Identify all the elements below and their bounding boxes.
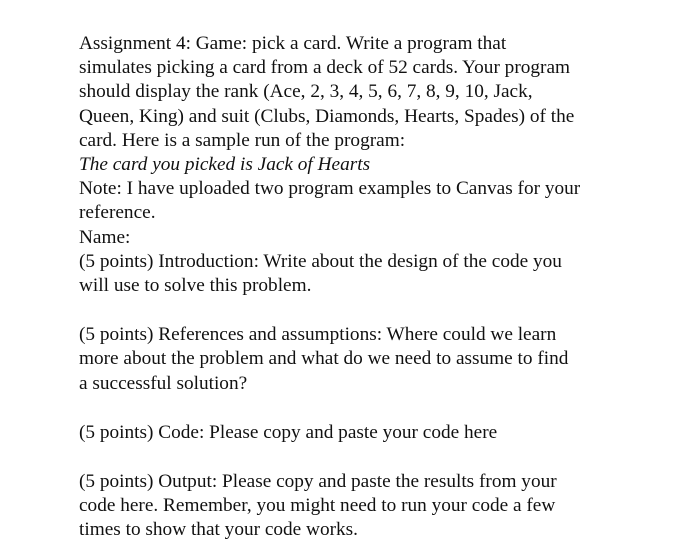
section-references	[79, 323, 580, 396]
text-line: Note: I have uploaded two program examples to Canvas for your	[79, 178, 581, 200]
spacer	[79, 445, 580, 470]
text-line: Queen, King) and suit (Clubs, Diamonds, Hearts, Spades) of the	[79, 105, 575, 127]
spacer	[79, 298, 580, 323]
text-line: Assignment 4: Game: pick a card. Write a program that	[79, 33, 507, 54]
text-line: times to show that your code works.	[79, 519, 359, 541]
assignment-document	[79, 32, 580, 543]
text-line: (5 points) References and assumptions: Where could we learn	[79, 324, 557, 346]
text-line: simulates picking a card from a deck of 52 cards. Your program	[79, 57, 571, 79]
text-line: should display the rank (Ace, 2, 3, 4, 5, 6, 7, 8, 9, 10, Jack,	[79, 81, 533, 103]
text-line: more about the problem and what do we need to assume to find	[79, 348, 569, 370]
note	[79, 177, 580, 225]
text-line: will use to solve this problem.	[79, 275, 312, 297]
text-line: a successful solution?	[79, 372, 248, 394]
text-line: reference.	[79, 202, 156, 224]
assignment-description	[79, 32, 580, 153]
text-line: card. Here is a sample run of the program:	[79, 129, 406, 151]
section-code	[79, 421, 580, 445]
section-introduction	[79, 250, 580, 298]
section-output	[79, 470, 580, 543]
text-line: (5 points) Introduction: Write about the design of the code you	[79, 250, 562, 272]
name-label: Name:	[79, 226, 131, 248]
spacer	[79, 396, 580, 421]
text-line: code here. Remember, you might need to run your code a few	[79, 495, 556, 517]
text-line: (5 points) Output: Please copy and paste the results from your	[79, 471, 557, 493]
text-line: (5 points) Code: Please copy and paste your code here	[79, 421, 498, 443]
sample-output: The card you picked is Jack of Hearts	[79, 154, 371, 176]
